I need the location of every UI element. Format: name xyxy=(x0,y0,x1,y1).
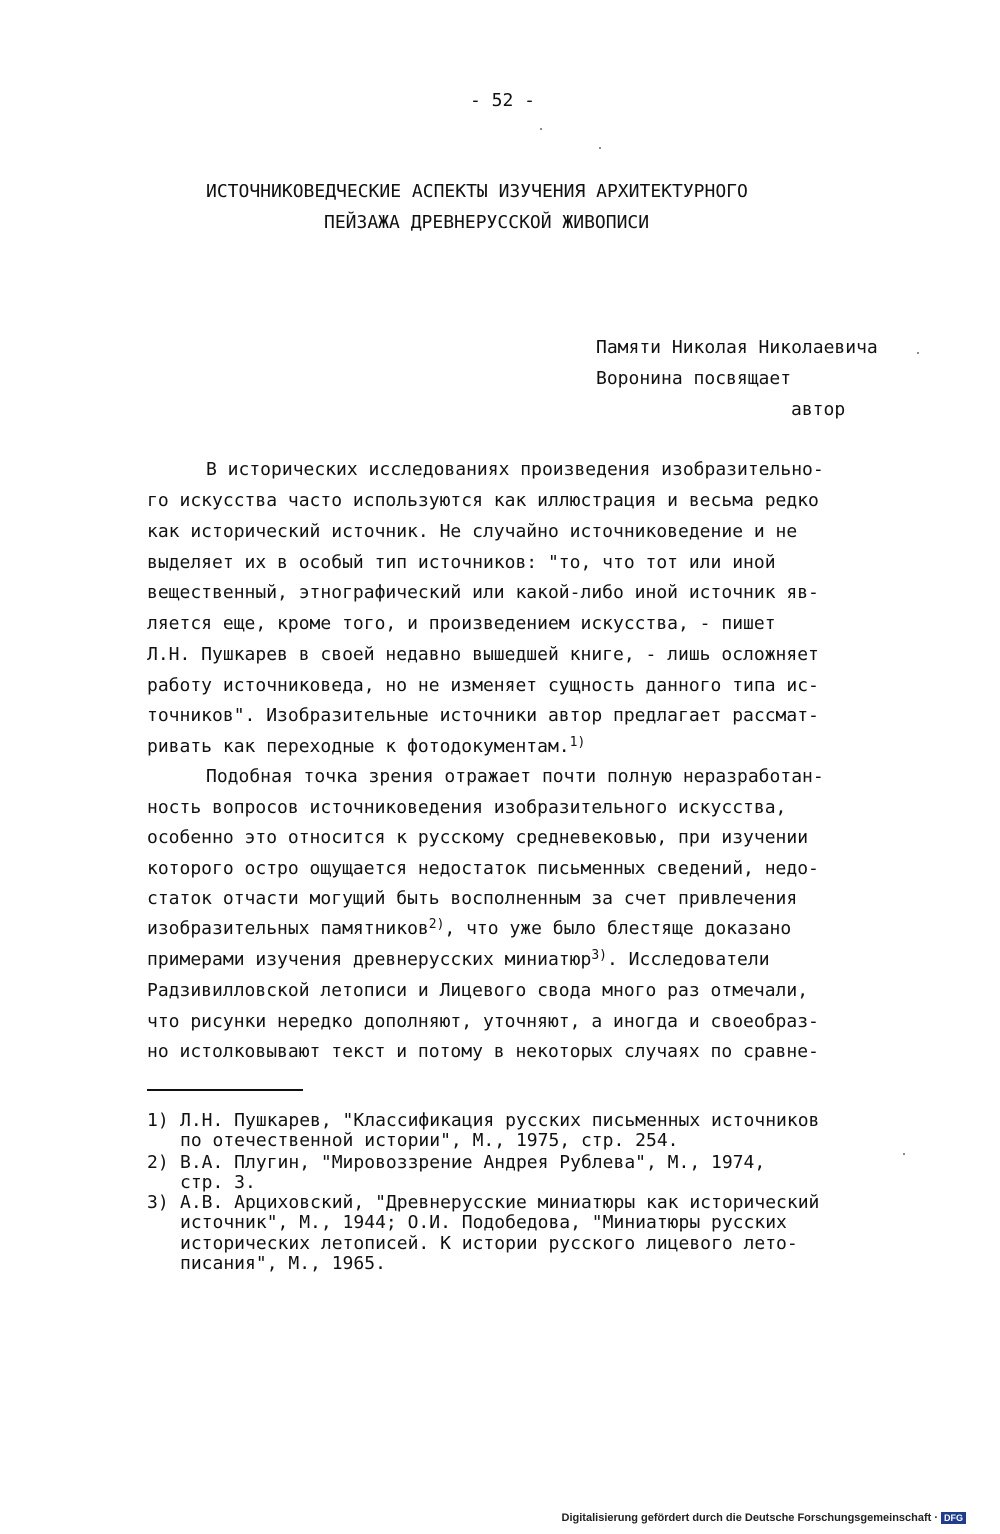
body-line: которого остро ощущается недостаток письменных сведений, недо- xyxy=(147,858,819,879)
page-title-line-2: ПЕЙЗАЖА ДРЕВНЕРУССКОЙ ЖИВОПИСИ xyxy=(324,212,650,233)
scan-speck xyxy=(599,147,601,149)
body-line: В исторических исследованиях произведения изобразительно- xyxy=(206,459,824,480)
footnote-2-line-2: стр. 3. xyxy=(180,1172,256,1193)
body-line: ляется еще, кроме того, и произведением искусства, - пишет xyxy=(147,613,776,634)
page-number: - 52 - xyxy=(470,90,536,111)
scan-speck xyxy=(903,1153,905,1155)
footnote-ref-3: 3) xyxy=(591,948,607,963)
body-text: изобразительных памятников xyxy=(147,918,429,939)
page-title-line-1: ИСТОЧНИКОВЕДЧЕСКИЕ АСПЕКТЫ ИЗУЧЕНИЯ АРХИТЕКТУРНОГО xyxy=(206,181,748,202)
footnote-number-2: 2) xyxy=(147,1152,169,1173)
footnote-2-line-1: В.А. Плугин, "Мировоззрение Андрея Рублева", М., 1974, xyxy=(180,1152,766,1173)
body-line: Подобная точка зрения отражает почти полную неразработан- xyxy=(206,766,824,787)
body-line: особенно это относится к русскому средневековью, при изучении xyxy=(147,827,809,848)
dedication-line-1: Памяти Николая Николаевича xyxy=(596,337,878,358)
footnote-1-line-1: Л.Н. Пушкарев, "Классификация русских письменных источников xyxy=(180,1110,820,1131)
footnote-3-line-2: источник", М., 1944; О.И. Подобедова, "Миниатюры русских xyxy=(180,1212,787,1233)
body-line: го искусства часто используются как иллюстрация и весьма редко xyxy=(147,490,819,511)
body-line xyxy=(147,917,792,939)
body-line xyxy=(147,948,770,970)
body-text: . Исследователи xyxy=(606,949,770,970)
footnote-separator xyxy=(147,1089,303,1091)
footnote-3-line-4: писания", М., 1965. xyxy=(180,1253,386,1274)
body-line: Радзивилловской летописи и Лицевого свода много раз отмечали, xyxy=(147,980,809,1001)
body-line xyxy=(147,735,586,757)
scan-speck xyxy=(540,128,542,130)
body-line: Л.Н. Пушкарев в своей недавно вышедшей книге, - лишь осложняет xyxy=(147,644,819,665)
body-line: но истолковывают текст и потому в некоторых случаях по сравне- xyxy=(147,1041,819,1062)
body-line: ность вопросов источниковедения изобразительного искусства, xyxy=(147,797,787,818)
footnote-number-3: 3) xyxy=(147,1192,169,1213)
footnote-3-line-3: исторических летописей. К истории русского лицевого лето- xyxy=(180,1233,798,1254)
body-line: как исторический источник. Не случайно источниковедение и не xyxy=(147,521,798,542)
footnote-ref-1: 1) xyxy=(569,735,586,750)
body-line: вещественный, этнографический или какой-либо иной источник яв- xyxy=(147,582,819,603)
footer-text: Digitalisierung gefördert durch die Deutsche Forschungsgemeinschaft xyxy=(561,1512,932,1524)
digitization-footer xyxy=(562,1512,966,1524)
dfg-logo: DFG xyxy=(941,1512,966,1524)
body-text: ривать как переходные к фотодокументам. xyxy=(147,736,570,757)
footnote-1-line-2: по отечественной истории", М., 1975, стр. 254. xyxy=(180,1130,679,1151)
body-line: точников". Изобразительные источники автор предлагает рассмат- xyxy=(147,705,819,726)
dedication-author: автор xyxy=(791,399,846,420)
body-line: работу источниковеда, но не изменяет сущность данного типа ис- xyxy=(147,675,819,696)
body-line: статок отчасти могущий быть восполненным за счет привлечения xyxy=(147,888,798,909)
footnote-number-1: 1) xyxy=(147,1110,169,1131)
footer-separator-dot: · xyxy=(934,1512,938,1524)
dedication-line-2: Воронина посвящает xyxy=(596,368,792,389)
body-text: , что уже было блестяще доказано xyxy=(444,918,792,939)
footnote-3-line-1: А.В. Арциховский, "Древнерусские миниатюры как исторический xyxy=(180,1192,820,1213)
body-line: выделяет их в особый тип источников: "то, что тот или иной xyxy=(147,552,776,573)
body-text: примерами изучения древнерусских миниатюр xyxy=(147,949,592,970)
footnote-ref-2: 2) xyxy=(428,917,445,932)
scan-speck xyxy=(917,352,919,354)
body-line: что рисунки нередко дополняют, уточняют, а иногда и своеобраз- xyxy=(147,1011,819,1032)
